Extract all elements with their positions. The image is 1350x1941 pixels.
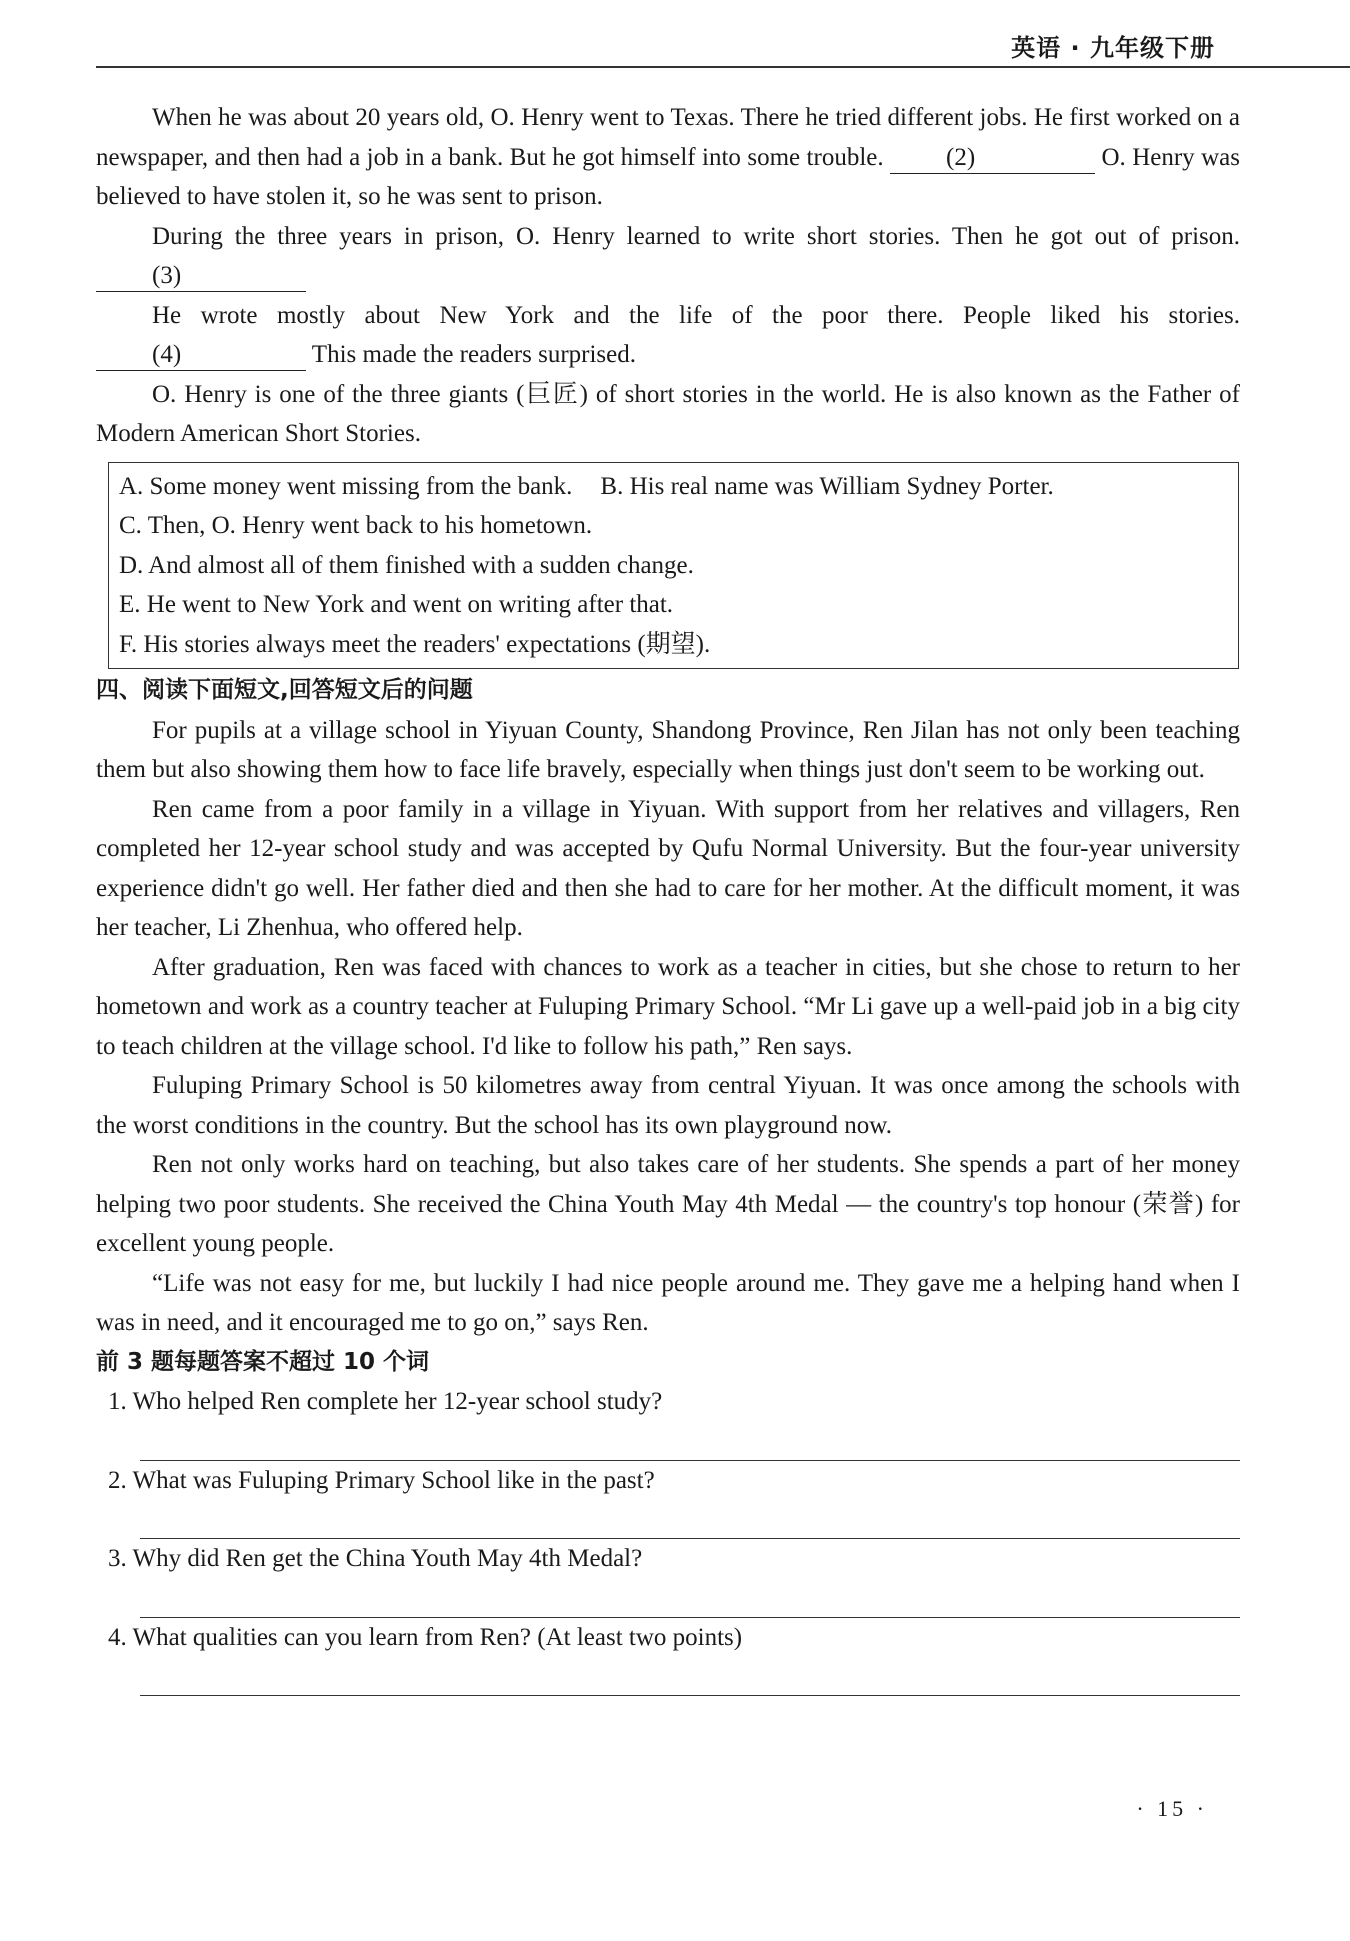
article-paragraph: Ren came from a poor family in a village in Yiyuan. With support from her relatives and villagers, Ren completed her 12-year school study and was accepted by Qufu Normal University. But the four-year university experience didn't go well. Her father died and then she had to care for her mother. At the difficult moment, it was her teacher, Li Zhenhua, who offered help. [96, 795, 1240, 941]
paragraph-text: When he was about 20 years old, O. Henry went to Texas. There he tried different jobs. He first worked on a newspaper, and then had a job in a bank. But he got himself into some trouble. [96, 104, 1240, 171]
page-header [0, 0, 1350, 72]
blank-label: (3) [152, 262, 182, 289]
option-row [119, 467, 1230, 507]
header-rule [96, 66, 1350, 68]
answer-line-4[interactable] [140, 1657, 1240, 1696]
option-c: C. Then, O. Henry went back to his hometown. [119, 512, 593, 539]
page-number: · 15 · [1136, 1796, 1208, 1821]
article-paragraph: “Life was not easy for me, but luckily I had nice people around me. They gave me a helping hand when I was in need, and it encouraged me to go on,” says Ren. [96, 1269, 1240, 1336]
paragraph-text: He wrote mostly about New York and the life of the poor there. People liked his stories. [152, 301, 1240, 329]
article-paragraph: Ren not only works hard on teaching, but also takes care of her students. She spends a part of her money helping two poor students. She received the China Youth May 4th Medal — the country's top honour (荣誉) for excellent young people. [96, 1151, 1240, 1257]
book-title: 英语 · 九年级下册 [1011, 34, 1215, 62]
section-4-title: 四、阅读下面短文,回答短文后的问题 [96, 677, 473, 703]
option-b: B. His real name was William Sydney Porter. [600, 472, 1054, 500]
paragraph-text: This made the readers surprised. [306, 341, 636, 368]
passage-paragraph [96, 296, 1240, 375]
answer-blank-3[interactable] [96, 261, 306, 292]
blank-label: (4) [152, 341, 182, 368]
question-1: 1. Who helped Ren complete her 12-year school study? [108, 1388, 663, 1415]
option-f: F. His stories always meet the readers' expectations (期望). [119, 630, 711, 658]
blank-label: (2) [946, 143, 976, 171]
paragraph-text: O. Henry was believed to have stolen it, so he was sent to prison. [96, 143, 1240, 210]
article-paragraph: Fuluping Primary School is 50 kilometres away from central Yiyuan. It was once among the schools with the worst conditions in the country. But the school has its own playground now. [96, 1072, 1240, 1139]
answer-blank-2[interactable] [890, 143, 1095, 174]
question-2: 2. What was Fuluping Primary School like in the past? [108, 1466, 655, 1494]
answer-blank-4[interactable] [96, 340, 306, 371]
page-content [96, 98, 1240, 1696]
option-a: A. Some money went missing from the bank. [119, 472, 573, 500]
options-box [108, 462, 1239, 670]
answer-line-3[interactable] [140, 1579, 1240, 1618]
passage-paragraph [96, 217, 1240, 296]
paragraph-text: During the three years in prison, O. Henry learned to write short stories. Then he got out of prison. [152, 222, 1240, 250]
questions-note: 前 3 题每题答案不超过 10 个词 [96, 1348, 430, 1375]
answer-line-2[interactable] [140, 1500, 1240, 1539]
question-4: 4. What qualities can you learn from Ren? (At least two points) [108, 1623, 743, 1651]
question-3: 3. Why did Ren get the China Youth May 4th Medal? [108, 1545, 643, 1572]
answer-line-1[interactable] [140, 1422, 1240, 1461]
passage-paragraph: O. Henry is one of the three giants (巨匠) of short stories in the world. He is also known as the Father of Modern American Short Stories. [96, 380, 1240, 447]
article-paragraph: For pupils at a village school in Yiyuan County, Shandong Province, Ren Jilan has not only been teaching them but also showing them how to face life bravely, especially when things just don't seem to be working out. [96, 716, 1240, 783]
option-d: D. And almost all of them finished with a sudden change. [119, 551, 694, 579]
option-e: E. He went to New York and went on writing after that. [119, 591, 674, 618]
article-paragraph: After graduation, Ren was faced with chances to work as a teacher in cities, but she chose to return to her hometown and work as a country teacher at Fuluping Primary School. “Mr Li gave up a well-paid job in a big city to teach children at the village school. I'd like to follow his path,” Ren says. [96, 953, 1240, 1060]
passage-paragraph [96, 98, 1240, 217]
